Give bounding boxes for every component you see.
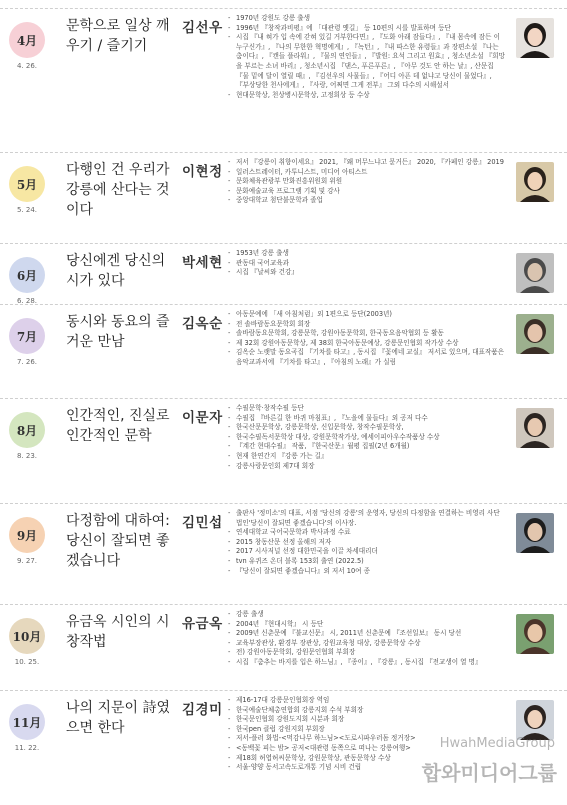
- speaker-details: [228, 696, 506, 773]
- speaker-name: 김옥순: [182, 316, 223, 332]
- speaker-name: 김선우: [182, 20, 223, 36]
- speaker-details: [228, 310, 506, 368]
- session-date: 11. 22.: [14, 744, 40, 752]
- detail-item: - 일러스트레이터, 카투니스트, 미디어 아티스트: [228, 168, 506, 178]
- detail-item: - 1970년 강원도 강릉 출생: [228, 14, 506, 24]
- detail-item: - 전 솔바람동요문학회 회장: [228, 320, 506, 330]
- detail-item: - 『당신이 잘되면 좋겠습니다』외 저서 10여 종: [228, 567, 506, 577]
- session-row: [0, 398, 567, 503]
- month-badge: 5月: [9, 166, 45, 202]
- detail-item: - 2015 창동산문 선정 올해의 저자: [228, 538, 506, 548]
- session-row: [0, 243, 567, 304]
- detail-item: - 저서 『강릉이 취향이세요』 2021, 『왜 머무느냐고 묻거든』 2020, 『카페인 강릉』 2019: [228, 158, 506, 168]
- detail-item: - 문화체육관광부 만화진흥위원회 위원: [228, 177, 506, 187]
- session-row: [0, 503, 567, 604]
- month-badge: 10月: [9, 618, 45, 654]
- watermark-en: HwahMediaGroup: [439, 736, 555, 751]
- detail-item: - <동백꽃 피는 밤> 공저<대관령 동쪽으로 떠나는 강릉여행>: [228, 744, 506, 754]
- detail-item: - 솔바람동요문학회, 강릉문학, 강원아동문학회, 한국동요음악협회 등 활동: [228, 329, 506, 339]
- session-row: [0, 152, 567, 243]
- month-badge: 11月: [9, 704, 45, 740]
- session-date: 8. 23.: [16, 452, 38, 460]
- detail-item: - 전) 강원아동문학회, 강원문인협회 부회장: [228, 648, 506, 658]
- detail-item: - 『계간 현대수필』 작품, 『한국산문』월평 집필(2년 6개월): [228, 442, 506, 452]
- speaker-photo: [516, 513, 554, 553]
- session-topic: 문학으로 일상 깨우기 / 즐기기: [66, 18, 170, 54]
- session-date: 4. 26.: [16, 62, 38, 70]
- detail-item: - 수필문학·창작수필 등단: [228, 404, 506, 414]
- detail-item: - 제16-17대 강릉문인협회장 역임: [228, 696, 506, 706]
- speaker-photo: [516, 162, 554, 202]
- speaker-details: [228, 404, 506, 471]
- speaker-photo: [516, 614, 554, 654]
- detail-item: - 서울·양양 동서고속도로개통 기념 시비 건립: [228, 763, 506, 773]
- speaker-name: 김민섭: [182, 515, 223, 531]
- session-row: [0, 8, 567, 152]
- session-topic: 인간적인, 진실로 인간적인 문학: [66, 408, 170, 444]
- speaker-details: [228, 14, 506, 100]
- detail-item: - 한국문인협회 강원도지회 시분과 회장: [228, 715, 506, 725]
- speaker-details: [228, 610, 506, 668]
- speaker-name: 이문자: [182, 410, 223, 426]
- detail-item: - 제18회 허엽허씨문학상, 강원문학상, 관동문학상 수상: [228, 754, 506, 764]
- detail-item: - 현재 한연간지 『강릉 가는 길』: [228, 452, 506, 462]
- detail-item: - 한국pen 클럽 강원지회 부회장: [228, 725, 506, 735]
- speaker-name: 박세현: [182, 255, 223, 271]
- detail-item: - 한국수필독서문학상 대상, 강원문학작가상, 예세이피아우수작품상 수상: [228, 433, 506, 443]
- detail-item: - 강릉 출생: [228, 610, 506, 620]
- speaker-details: [228, 158, 506, 206]
- speaker-details: [228, 509, 506, 576]
- session-date: 5. 24.: [16, 206, 38, 214]
- detail-item: - tvn 유퀴즈 온더 블록 153회 출연 (2022.5): [228, 557, 506, 567]
- month-badge: 7月: [9, 318, 45, 354]
- session-date: 9. 27.: [16, 557, 38, 565]
- detail-item: - 저서-플러 화법-<먹감나무 하느님><도로시파우러돔 정거장>: [228, 734, 506, 744]
- detail-item: - 한국예술단체총연합회 강릉지회 수석 부회장: [228, 706, 506, 716]
- month-badge: 8月: [9, 412, 45, 448]
- session-date: 10. 25.: [14, 658, 40, 666]
- month-badge: 4月: [9, 22, 45, 58]
- detail-item: - 교육부장관상, 환경부 장관상, 강원교육청 대상, 강릉문학상 수상: [228, 639, 506, 649]
- detail-item: - 1996년 『창작과비평』에 「대관령 옛길」 등 10편의 시를 발표하며 등단: [228, 24, 506, 34]
- detail-item: - 2017 시사저널 선정 대한민국을 이끌 차세대리더: [228, 547, 506, 557]
- detail-item: - 수필집 『바른길 한 바퀴 마침표』, 『노을에 물들다』외 공저 다수: [228, 414, 506, 424]
- session-row: [0, 304, 567, 398]
- month-badge: 6月: [9, 257, 45, 293]
- speaker-photo: [516, 408, 554, 448]
- session-topic: 나의 지문이 詩였으면 한다: [66, 700, 171, 736]
- detail-item: - 문화예술교육 프로그램 기획 및 강사: [228, 187, 506, 197]
- detail-item: - 2009년 신춘문예 『불교신문』 시, 2011년 신춘문예 『조선일보』 동시 당선: [228, 629, 506, 639]
- detail-item: - 관동대 국어교육과: [228, 259, 506, 269]
- detail-item: - 현대문학상, 천상병시문학상, 고정희상 등 수상: [228, 91, 506, 101]
- detail-item: - 한국산문문학상, 강릉문학상, 신입문학상, 창작수필문학상,: [228, 423, 506, 433]
- detail-item: - 제 32회 강원아동문학상, 제 38회 한국아동문예상, 강릉문인협회 작가상 수상: [228, 339, 506, 349]
- session-date: 6. 28.: [16, 297, 38, 305]
- session-row: [0, 604, 567, 690]
- detail-item: - 시집 『춤추는 바지를 입은 하느님』, 『종이』, 『강릉』, 동시집 『전교생이 열 명』: [228, 658, 506, 668]
- watermark-ko: 합와미디어그룹: [421, 761, 557, 785]
- speaker-name: 유금옥: [182, 616, 223, 632]
- detail-item: - 김옥순 노랫말 동요곡집 『기차를 타고』, 동시집 『꽃에네 교실』 저서로 있으며, 대표작품은 음악교과서에 『기차를 타고』, 『아침의 노래』가 실림: [228, 348, 506, 367]
- speaker-photo: [516, 18, 554, 58]
- session-topic: 다행인 건 우리가 강릉에 산다는 것이다: [66, 162, 170, 218]
- session-topic: 다정함에 대하여: 당신이 잘되면 좋겠습니다: [66, 513, 170, 569]
- detail-item: - 아동문예에 「새 아침처럼」외 1편으로 등단(2003년): [228, 310, 506, 320]
- detail-item: - 연세대학교 국어국문학과 박사과정 수료: [228, 528, 506, 538]
- detail-item: - 시집 『날씨와 건강』: [228, 268, 506, 278]
- detail-item: - 시집 『내 혀가 입 속에 갇혀 있길 거부한다면』, 『도화 아래 잠들다』, 『내 몸속에 잠든 이 누구신가』, 『나의 무한한 혁명에게』, 『녹턴』, 『내 따스한 유령들』과 장편소설 『나는 춤이다』, 『캔들 플라워』, 『물의 연인들』, 『발원: 요석 그리고 원효』, 청소년소설 『희망을 부르는 소녀 바리』, 청소년시집 『댄스, 푸른푸른』, 『아무 것도 안 하는 날』, 산문집 『물 밑에 달이 열릴 때』, 『김선우의 사물들』, 『어디 아픈 데 없냐고 당신이 물었다』, 『부상당한 천사에게』, 『사랑, 어쩌면 그게 전부』 그외 다수의 시해설서: [228, 33, 506, 91]
- session-topic: 동시와 동요의 즐거운 만남: [66, 314, 170, 350]
- speaker-photo: [516, 700, 554, 740]
- speaker-details: [228, 249, 506, 278]
- speaker-photo: [516, 253, 554, 293]
- session-topic: 당신에겐 당신의 시가 있다: [66, 253, 166, 289]
- session-topic: 유금옥 시인의 시 창작법: [66, 614, 170, 650]
- speaker-photo: [516, 314, 554, 354]
- speaker-name: 김경미: [182, 702, 223, 718]
- speaker-name: 이현정: [182, 164, 223, 180]
- session-date: 7. 26.: [16, 358, 38, 366]
- session-row: [0, 690, 567, 800]
- detail-item: - 출판사 '정미소'의 대표, 서점 '당신의 강릉'의 운영자, 당신의 다정함을 연결하는 비영리 사단법인'당신이 잘되면 좋겠습니다'의 이사장.: [228, 509, 506, 528]
- detail-item: - 1953년 강릉 출생: [228, 249, 506, 259]
- detail-item: - 2004년 『현대시학』 시 등단: [228, 620, 506, 630]
- detail-item: - 강릉사랑문인회 제7대 회장: [228, 462, 506, 472]
- detail-item: - 중앙대학교 첨단불문학과 졸업: [228, 196, 506, 206]
- month-badge: 9月: [9, 517, 45, 553]
